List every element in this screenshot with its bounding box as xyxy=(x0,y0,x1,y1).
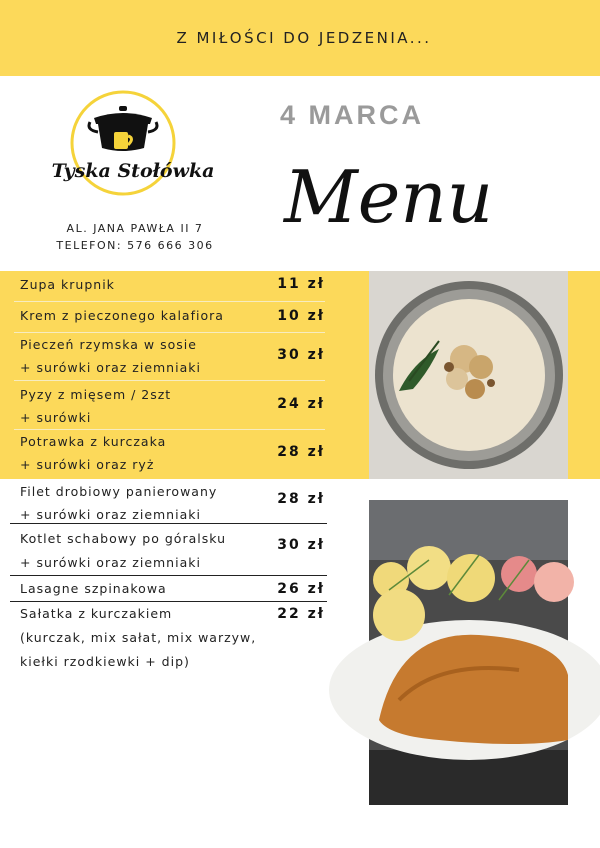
item-price: 30 zł xyxy=(277,347,325,363)
item-name: Sałatka z kurczakiem xyxy=(20,606,173,621)
item-name: Pyzy z mięsem / 2szt xyxy=(20,387,172,402)
divider xyxy=(10,523,327,524)
item-sides: + surówki xyxy=(20,410,92,425)
divider xyxy=(10,601,327,602)
item-sides: + surówki oraz ziemniaki xyxy=(20,507,201,522)
address-line: AL. JANA PAWŁA II 7 xyxy=(66,222,204,235)
menu-item xyxy=(14,333,329,380)
item-details: kiełki rzodkiewki + dip) xyxy=(20,654,190,669)
tagline: Z MIŁOŚCI DO JEDZENIA... xyxy=(176,29,432,47)
item-name: Potrawka z kurczaka xyxy=(20,434,167,449)
phone-line: TELEFON: 576 666 306 xyxy=(56,239,214,252)
contact-info xyxy=(40,220,230,254)
item-price: 30 zł xyxy=(277,537,325,553)
menu-item xyxy=(14,430,329,479)
soup-photo xyxy=(369,271,568,479)
menu-item xyxy=(14,381,329,428)
item-price: 24 zł xyxy=(277,396,325,412)
menu-item xyxy=(14,271,329,301)
divider xyxy=(10,575,327,576)
restaurant-name: Tyska Stołówka xyxy=(51,160,215,182)
item-sides: + surówki oraz ziemniaki xyxy=(20,555,201,570)
item-price: 26 zł xyxy=(277,581,325,597)
item-name: Pieczeń rzymska w sosie xyxy=(20,337,197,352)
item-price: 11 zł xyxy=(277,276,325,292)
item-price: 10 zł xyxy=(277,308,325,324)
menu-item xyxy=(14,302,329,332)
item-sides: + surówki oraz ryż xyxy=(20,457,155,472)
item-name: Filet drobiowy panierowany xyxy=(20,484,218,499)
menu-item xyxy=(14,603,329,673)
item-name: Zupa krupnik xyxy=(20,277,115,292)
menu-script-text: Menu xyxy=(284,155,494,239)
menu-date: 4 MARCA xyxy=(280,100,425,130)
menu-item xyxy=(14,577,329,601)
item-details: (kurczak, mix sałat, mix warzyw, xyxy=(20,630,257,645)
item-name: Kotlet schabowy po góralsku xyxy=(20,531,227,546)
item-price: 22 zł xyxy=(277,606,325,622)
top-banner xyxy=(0,0,600,76)
menu-item xyxy=(14,525,329,574)
item-name: Lasagne szpinakowa xyxy=(20,581,167,596)
item-sides: + surówki oraz ziemniaki xyxy=(20,360,201,375)
menu-item xyxy=(14,480,329,524)
item-price: 28 zł xyxy=(277,444,325,460)
menu-script-title xyxy=(280,140,494,250)
item-price: 28 zł xyxy=(277,491,325,507)
item-name: Krem z pieczonego kalafiora xyxy=(20,308,224,323)
cutlet-photo xyxy=(369,500,568,805)
